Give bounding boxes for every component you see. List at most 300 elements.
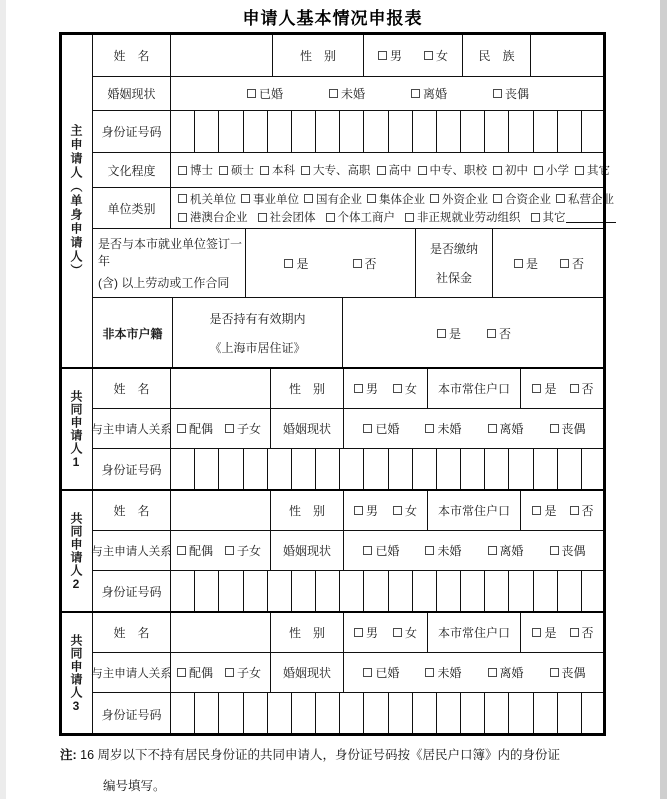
- checkbox-option-social-org[interactable]: [258, 209, 316, 225]
- id-digit-cell[interactable]: [243, 693, 267, 735]
- id-digit-cell[interactable]: [557, 693, 581, 735]
- checkbox-option-foreign[interactable]: [430, 191, 488, 207]
- checkbox-option-unmarried[interactable]: [425, 664, 461, 681]
- checkbox-icon: [570, 506, 579, 515]
- id-digit-cell[interactable]: [171, 571, 194, 612]
- co-applicant-3-side-label: 共同申请人3: [60, 612, 92, 735]
- id-digit-cell[interactable]: [267, 571, 291, 612]
- checkbox-label: 男: [365, 504, 378, 518]
- checkbox-icon: [260, 166, 269, 175]
- co1-relation-options: [170, 408, 270, 448]
- checkbox-label: 男: [389, 48, 402, 63]
- checkbox-label: 是: [448, 326, 461, 341]
- id-digit-cell[interactable]: [315, 571, 339, 612]
- checkbox-option-male[interactable]: [378, 47, 402, 64]
- id-digit-cell[interactable]: [508, 571, 532, 612]
- checkbox-option-widowed[interactable]: [550, 420, 586, 437]
- checkbox-icon: [488, 424, 497, 433]
- checkbox-label: 男: [365, 626, 378, 640]
- checkbox-option-government[interactable]: [178, 191, 236, 207]
- checkbox-icon: [363, 668, 372, 677]
- checkbox-icon: [378, 51, 387, 60]
- checkbox-icon: [488, 546, 497, 555]
- checkbox-label: 否: [581, 382, 594, 396]
- co3-gender-label: 性 别: [270, 612, 343, 652]
- main-social-label: [415, 228, 492, 297]
- checkbox-option-college[interactable]: [301, 162, 371, 178]
- id-digit-cell[interactable]: [363, 449, 387, 490]
- section-divider: [60, 489, 605, 491]
- main-unit-options: [170, 187, 614, 228]
- checkbox-option-edu-other[interactable]: [575, 162, 610, 178]
- id-digit-cell[interactable]: [194, 111, 218, 152]
- id-digit-cell[interactable]: [291, 449, 315, 490]
- checkbox-option-male[interactable]: [354, 624, 378, 641]
- checkbox-label: 已婚: [258, 87, 283, 101]
- id-digit-cell[interactable]: [460, 111, 484, 152]
- main-name-input-cell[interactable]: [170, 33, 272, 76]
- id-strip: [170, 570, 605, 612]
- checkbox-icon: [575, 166, 584, 175]
- application-form-table: [60, 33, 614, 735]
- checkbox-label: 是: [544, 382, 557, 396]
- id-digit-cell[interactable]: [460, 571, 484, 612]
- checkbox-icon: [178, 166, 187, 175]
- co3-residence-label: 本市常住户口: [427, 612, 520, 652]
- id-digit-cell[interactable]: [533, 571, 557, 612]
- id-digit-cell[interactable]: [243, 111, 267, 152]
- id-digit-cell[interactable]: [363, 111, 387, 152]
- checkbox-option-married[interactable]: [363, 420, 399, 437]
- id-digit-cell[interactable]: [363, 693, 387, 735]
- checkbox-option-joint-venture[interactable]: [493, 191, 551, 207]
- social-label-line2: 社保金: [435, 270, 472, 285]
- id-digit-cell[interactable]: [171, 111, 194, 152]
- form-note: [60, 740, 620, 802]
- checkbox-icon: [393, 384, 402, 393]
- checkbox-option-female[interactable]: [424, 47, 448, 64]
- checkbox-label: 男: [365, 382, 378, 396]
- checkbox-option-divorced[interactable]: [488, 420, 524, 437]
- id-digit-cell[interactable]: [581, 449, 605, 490]
- checkbox-label: 事业单位: [253, 193, 299, 206]
- checkbox-option-permit-yes[interactable]: [437, 325, 461, 342]
- checkbox-icon: [532, 628, 541, 637]
- form-title: 申请人基本情况申报表: [242, 9, 423, 28]
- checkbox-icon: [534, 166, 543, 175]
- checkbox-icon: [425, 546, 434, 555]
- id-digit-cell[interactable]: [436, 571, 460, 612]
- checkbox-icon: [424, 51, 433, 60]
- id-digit-cell[interactable]: [533, 449, 557, 490]
- id-digit-cell[interactable]: [363, 571, 387, 612]
- co1-marital-label: 婚姻现状: [270, 408, 343, 448]
- checkbox-option-spouse[interactable]: [177, 664, 213, 681]
- co2-id-label: 身份证号码: [92, 570, 170, 612]
- id-digit-cell[interactable]: [291, 693, 315, 735]
- checkbox-option-informal-labor[interactable]: [405, 209, 521, 225]
- checkbox-option-permit-no[interactable]: [487, 325, 511, 342]
- co3-name-label: 姓 名: [92, 612, 170, 652]
- checkbox-option-self-employed[interactable]: [326, 209, 396, 225]
- checkbox-icon: [393, 506, 402, 515]
- co2-marital-label: 婚姻现状: [270, 530, 343, 570]
- id-digit-cell[interactable]: [533, 111, 557, 152]
- checkbox-icon: [225, 668, 234, 677]
- id-digit-cell[interactable]: [315, 449, 339, 490]
- checkbox-label: 未婚: [437, 544, 462, 558]
- checkbox-option-married[interactable]: [247, 85, 283, 102]
- checkbox-option-married[interactable]: [363, 664, 399, 681]
- id-digit-cell[interactable]: [315, 111, 339, 152]
- checkbox-label: 丧偶: [561, 666, 586, 680]
- checkbox-option-divorced[interactable]: [488, 664, 524, 681]
- checkbox-label: 已婚: [375, 666, 400, 680]
- id-digit-cell[interactable]: [339, 449, 363, 490]
- main-permit-options: [342, 297, 605, 368]
- id-digit-cell[interactable]: [460, 693, 484, 735]
- checkbox-label: 离婚: [499, 666, 524, 680]
- checkbox-icon: [177, 546, 186, 555]
- checkbox-icon: [178, 194, 187, 203]
- checkbox-label: 否: [581, 504, 594, 518]
- checkbox-icon: [304, 194, 313, 203]
- checkbox-label: 已婚: [375, 544, 400, 558]
- main-education-options: [170, 152, 610, 187]
- id-digit-cell[interactable]: [557, 111, 581, 152]
- checkbox-option-bachelor[interactable]: [260, 162, 295, 178]
- checkbox-icon: [425, 424, 434, 433]
- co1-relation-label: 与主申请人关系: [92, 408, 170, 448]
- co2-name-label: 姓 名: [92, 490, 170, 530]
- id-digit-cell[interactable]: [581, 571, 605, 612]
- checkbox-label: 配偶: [189, 544, 214, 558]
- id-digit-cell[interactable]: [557, 449, 581, 490]
- checkbox-label: 非正规就业劳动组织: [417, 212, 521, 225]
- main-marital-label: 婚姻现状: [92, 76, 170, 110]
- checkbox-option-public-inst[interactable]: [241, 191, 299, 207]
- main-contract-options: [245, 228, 415, 297]
- id-digit-cell[interactable]: [171, 693, 194, 735]
- id-digit-cell[interactable]: [218, 571, 242, 612]
- id-strip: [170, 448, 605, 490]
- checkbox-option-collective[interactable]: [367, 191, 425, 207]
- checkbox-option-residence-no[interactable]: [570, 502, 594, 519]
- checkbox-label: 是: [296, 256, 309, 271]
- id-digit-cell[interactable]: [388, 571, 412, 612]
- checkbox-icon: [493, 194, 502, 203]
- checkbox-option-male[interactable]: [354, 502, 378, 519]
- checkbox-label: 离婚: [499, 422, 524, 436]
- id-strip: [170, 692, 605, 735]
- checkbox-icon: [556, 194, 565, 203]
- checkbox-icon: [487, 329, 496, 338]
- checkbox-option-residence-no[interactable]: [570, 624, 594, 641]
- checkbox-label: 港澳台企业: [190, 212, 248, 225]
- checkbox-option-unmarried[interactable]: [425, 542, 461, 559]
- id-digit-cell[interactable]: [339, 571, 363, 612]
- main-education-label: 文化程度: [92, 152, 170, 187]
- checkbox-option-widowed[interactable]: [550, 664, 586, 681]
- checkbox-option-contract-no[interactable]: [353, 255, 377, 272]
- checkbox-option-female[interactable]: [393, 502, 417, 519]
- checkbox-label: 大专、高职: [313, 165, 371, 177]
- id-digit-cell[interactable]: [412, 449, 436, 490]
- checkbox-option-female[interactable]: [393, 380, 417, 397]
- scrollbar-edge[interactable]: [660, 0, 667, 799]
- id-digit-cell[interactable]: [388, 111, 412, 152]
- checkbox-icon: [531, 213, 540, 222]
- id-digit-cell[interactable]: [194, 449, 218, 490]
- co2-relation-options: [170, 530, 270, 570]
- note-prefix: 注:: [60, 748, 77, 762]
- co3-gender-options: [343, 612, 427, 652]
- co3-relation-options: [170, 652, 270, 692]
- checkbox-option-child[interactable]: [225, 420, 261, 437]
- id-digit-cell[interactable]: [267, 693, 291, 735]
- checkbox-label: 离婚: [499, 544, 524, 558]
- checkbox-option-social-yes[interactable]: [514, 255, 538, 272]
- id-digit-cell[interactable]: [436, 693, 460, 735]
- checkbox-option-widowed[interactable]: [550, 542, 586, 559]
- checkbox-label: 中专、职校: [429, 165, 487, 177]
- main-applicant-side-label: 主申请人（单身申请人）: [60, 33, 92, 368]
- id-digit-cell[interactable]: [243, 449, 267, 490]
- checkbox-option-unmarried[interactable]: [425, 420, 461, 437]
- checkbox-option-residence-yes[interactable]: [532, 380, 556, 397]
- checkbox-option-master[interactable]: [219, 162, 254, 178]
- co3-residence-options: [520, 612, 605, 652]
- main-name-label: 姓 名: [92, 33, 170, 76]
- id-digit-cell[interactable]: [388, 693, 412, 735]
- checkbox-option-social-no[interactable]: [560, 255, 584, 272]
- checkbox-icon: [570, 384, 579, 393]
- checkbox-icon: [377, 166, 386, 175]
- id-digit-cell[interactable]: [508, 693, 532, 735]
- checkbox-option-female[interactable]: [393, 624, 417, 641]
- co2-marital-options: [343, 530, 605, 570]
- checkbox-label: 硕士: [231, 165, 254, 177]
- checkbox-label: 否: [364, 256, 377, 271]
- checkbox-icon: [514, 259, 523, 268]
- checkbox-icon: [411, 89, 420, 98]
- checkbox-icon: [532, 384, 541, 393]
- id-digit-cell[interactable]: [484, 571, 508, 612]
- checkbox-option-contract-yes[interactable]: [284, 255, 308, 272]
- social-label-line1: 是否缴纳: [429, 242, 478, 257]
- checkbox-label: 是: [544, 504, 557, 518]
- checkbox-label: 离婚: [423, 87, 448, 101]
- checkbox-option-residence-yes[interactable]: [532, 624, 556, 641]
- checkbox-option-primary[interactable]: [534, 162, 569, 178]
- other-fill-line[interactable]: [566, 211, 616, 223]
- id-digit-cell[interactable]: [484, 111, 508, 152]
- checkbox-icon: [177, 668, 186, 677]
- id-digit-cell[interactable]: [315, 693, 339, 735]
- co1-name-input-cell[interactable]: [170, 368, 270, 408]
- checkbox-label: 初中: [505, 165, 528, 177]
- id-digit-cell[interactable]: [218, 111, 242, 152]
- checkbox-option-vocational[interactable]: [418, 162, 488, 178]
- checkbox-option-middleschool[interactable]: [493, 162, 528, 178]
- checkbox-icon: [225, 424, 234, 433]
- checkbox-icon: [367, 194, 376, 203]
- id-digit-cell[interactable]: [581, 693, 605, 735]
- checkbox-icon: [550, 546, 559, 555]
- id-digit-cell[interactable]: [412, 693, 436, 735]
- id-digit-cell[interactable]: [218, 449, 242, 490]
- checkbox-label: 其它: [542, 212, 566, 225]
- id-digit-cell[interactable]: [243, 571, 267, 612]
- checkbox-label: 未婚: [437, 666, 462, 680]
- checkbox-option-spouse[interactable]: [177, 542, 213, 559]
- permit-label-line1: 是否持有有效期内: [209, 312, 306, 326]
- checkbox-label: 女: [405, 504, 418, 518]
- checkbox-label: 高中: [388, 165, 412, 177]
- co2-residence-label: 本市常住户口: [427, 490, 520, 530]
- contract-label-line2: (含) 以上劳动或工作合同: [98, 276, 230, 291]
- checkbox-icon: [258, 213, 267, 222]
- id-digit-cell[interactable]: [508, 449, 532, 490]
- checkbox-icon: [219, 166, 228, 175]
- checkbox-option-hmt-enterprise[interactable]: [178, 209, 248, 225]
- id-digit-cell[interactable]: [171, 449, 194, 490]
- checkbox-option-doctor[interactable]: [178, 162, 213, 178]
- main-unit-label: 单位类别: [92, 187, 170, 228]
- co1-residence-options: [520, 368, 605, 408]
- checkbox-icon: [570, 628, 579, 637]
- contract-label-line1: 是否与本市就业单位签订一年: [98, 236, 243, 268]
- window-left-edge: [0, 0, 6, 799]
- checkbox-icon: [284, 259, 293, 268]
- checkbox-icon: [363, 546, 372, 555]
- checkbox-option-married[interactable]: [363, 542, 399, 559]
- co3-name-input-cell[interactable]: [170, 612, 270, 652]
- permit-label-line2: 《上海市居住证》: [209, 341, 306, 355]
- checkbox-icon: [488, 668, 497, 677]
- id-digit-cell[interactable]: [533, 693, 557, 735]
- main-ethnicity-input-cell[interactable]: [530, 33, 605, 76]
- id-digit-cell[interactable]: [194, 571, 218, 612]
- co2-name-input-cell[interactable]: [170, 490, 270, 530]
- id-digit-cell[interactable]: [436, 111, 460, 152]
- checkbox-option-child[interactable]: [225, 664, 261, 681]
- id-digit-cell[interactable]: [581, 111, 605, 152]
- id-digit-cell[interactable]: [388, 449, 412, 490]
- checkbox-label: 是: [525, 256, 538, 271]
- checkbox-icon: [354, 628, 363, 637]
- checkbox-icon: [532, 506, 541, 515]
- id-digit-cell[interactable]: [412, 571, 436, 612]
- checkbox-option-divorced[interactable]: [488, 542, 524, 559]
- checkbox-label: 小学: [546, 165, 569, 177]
- id-digit-cell[interactable]: [484, 693, 508, 735]
- checkbox-icon: [550, 668, 559, 677]
- id-digit-cell[interactable]: [339, 693, 363, 735]
- checkbox-label: 机关单位: [190, 193, 236, 206]
- id-digit-cell[interactable]: [484, 449, 508, 490]
- id-digit-cell[interactable]: [339, 111, 363, 152]
- main-nonlocal-label: 非本市户籍: [92, 297, 172, 368]
- checkbox-label: 子女: [237, 422, 262, 436]
- checkbox-icon: [405, 213, 414, 222]
- id-digit-cell[interactable]: [436, 449, 460, 490]
- id-digit-cell[interactable]: [460, 449, 484, 490]
- id-digit-cell[interactable]: [291, 111, 315, 152]
- checkbox-icon: [363, 424, 372, 433]
- checkbox-option-widowed[interactable]: [493, 85, 529, 102]
- checkbox-icon: [560, 259, 569, 268]
- checkbox-icon: [425, 668, 434, 677]
- checkbox-icon: [418, 166, 427, 175]
- co2-gender-label: 性 别: [270, 490, 343, 530]
- co3-relation-label: 与主申请人关系: [92, 652, 170, 692]
- co2-relation-label: 与主申请人关系: [92, 530, 170, 570]
- co1-marital-options: [343, 408, 605, 448]
- main-social-options: [492, 228, 605, 297]
- main-marital-options: [170, 76, 605, 110]
- co1-name-label: 姓 名: [92, 368, 170, 408]
- note-line2: 编号填写。: [103, 779, 166, 793]
- checkbox-option-child[interactable]: [225, 542, 261, 559]
- unit-options-line1: [176, 191, 614, 207]
- id-digit-cell[interactable]: [218, 693, 242, 735]
- checkbox-label: 外资企业: [442, 193, 488, 206]
- checkbox-label: 否: [499, 326, 512, 341]
- checkbox-option-unmarried[interactable]: [329, 85, 365, 102]
- main-gender-options: [363, 33, 462, 76]
- checkbox-option-highschool[interactable]: [377, 162, 412, 178]
- id-digit-cell[interactable]: [267, 449, 291, 490]
- checkbox-label: 私营企业: [568, 193, 614, 206]
- checkbox-label: 丧偶: [505, 87, 530, 101]
- checkbox-label: 未婚: [437, 422, 462, 436]
- id-digit-cell[interactable]: [557, 571, 581, 612]
- id-digit-cell[interactable]: [412, 111, 436, 152]
- checkbox-option-divorced[interactable]: [411, 85, 447, 102]
- checkbox-option-private[interactable]: [556, 191, 614, 207]
- id-digit-cell[interactable]: [194, 693, 218, 735]
- id-digit-cell[interactable]: [291, 571, 315, 612]
- checkbox-option-residence-no[interactable]: [570, 380, 594, 397]
- checkbox-option-state-owned[interactable]: [304, 191, 362, 207]
- co3-marital-options: [343, 652, 605, 692]
- checkbox-option-male[interactable]: [354, 380, 378, 397]
- checkbox-label: 未婚: [340, 87, 365, 101]
- checkbox-icon: [329, 89, 338, 98]
- checkbox-option-residence-yes[interactable]: [532, 502, 556, 519]
- checkbox-option-spouse[interactable]: [177, 420, 213, 437]
- checkbox-icon: [326, 213, 335, 222]
- checkbox-label: 丧偶: [561, 544, 586, 558]
- checkbox-icon: [178, 213, 187, 222]
- id-digit-cell[interactable]: [508, 111, 532, 152]
- id-digit-cell[interactable]: [267, 111, 291, 152]
- co1-gender-label: 性 别: [270, 368, 343, 408]
- main-id-label: 身份证号码: [92, 110, 170, 152]
- checkbox-label: 合资企业: [505, 193, 551, 206]
- checkbox-label: 女: [405, 626, 418, 640]
- checkbox-icon: [493, 89, 502, 98]
- checkbox-label: 子女: [237, 666, 262, 680]
- checkbox-label: 国有企业: [316, 193, 362, 206]
- checkbox-icon: [354, 384, 363, 393]
- co-applicant-2-side-label: 共同申请人2: [60, 490, 92, 612]
- note-text: 16 周岁以下不持有居民身份证的共同申请人，身份证号码按《居民户口簿》内的身份证: [80, 748, 561, 762]
- checkbox-label: 已婚: [375, 422, 400, 436]
- checkbox-option-unit-other[interactable]: [531, 209, 616, 225]
- checkbox-label: 子女: [237, 544, 262, 558]
